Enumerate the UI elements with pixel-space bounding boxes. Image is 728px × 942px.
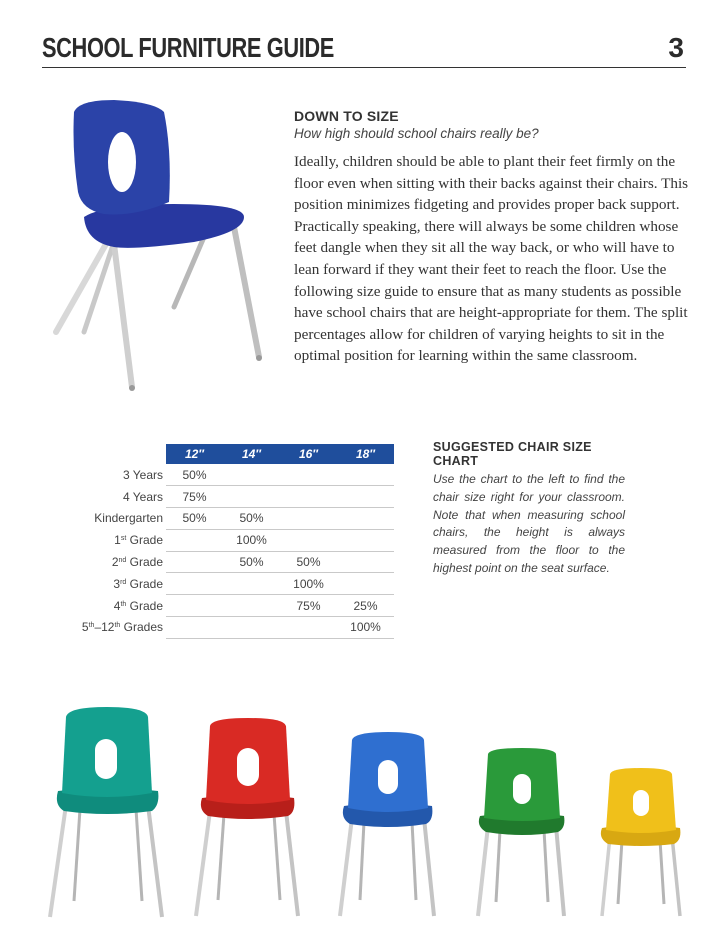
green-chair-image: [472, 746, 572, 922]
table-cell: [166, 595, 223, 617]
table-cell: 50%: [166, 508, 223, 530]
table-row: [80, 573, 394, 595]
table-corner: [80, 444, 166, 464]
page-number: 3: [668, 32, 684, 63]
table-cell: [166, 617, 223, 639]
table-cell: 50%: [280, 551, 337, 573]
row-label: 3 Years: [122, 467, 163, 482]
table-row: [80, 617, 394, 639]
column-header: 12″: [166, 444, 223, 464]
row-label: 5th–12th Grades: [81, 620, 163, 635]
table-row: [80, 529, 394, 551]
table-cell: [337, 464, 394, 486]
row-label: 1st Grade: [114, 533, 163, 548]
table-cell: [337, 529, 394, 551]
table-cell: [280, 464, 337, 486]
blue-chair-image: [334, 730, 442, 922]
table-cell: [280, 486, 337, 508]
column-header: 16″: [280, 444, 337, 464]
table-row: [80, 486, 394, 508]
table-cell: [223, 573, 280, 595]
table-cell: [223, 486, 280, 508]
table-cell: 25%: [337, 595, 394, 617]
table-header-row: [80, 444, 394, 464]
intro-section: [294, 108, 694, 367]
row-label: 4 Years: [122, 489, 163, 504]
hero-chair-image: [44, 92, 274, 402]
column-header: 18″: [337, 444, 394, 464]
table-cell: 50%: [223, 508, 280, 530]
table-cell: [280, 508, 337, 530]
table-row: [80, 551, 394, 573]
row-label: 2nd Grade: [111, 555, 163, 570]
table-cell: [337, 486, 394, 508]
table-cell: [223, 464, 280, 486]
table-cell: 75%: [280, 595, 337, 617]
table-row: [80, 508, 394, 530]
row-label: Kindergarten: [94, 511, 163, 526]
table-cell: [223, 595, 280, 617]
chart-note: [433, 440, 625, 578]
table-cell: [166, 529, 223, 551]
table-cell: [280, 617, 337, 639]
intro-body: Ideally, children should be able to plant their feet firmly on the floor even when sitting with their backs against their chairs. This position minimizes fidgeting and provides proper back support. Practically speaking, there will always be some children whose feet dangle when they sit all the way back, or who will have to lean forward if they want their feet to reach the floor. Use the following size guide to ensure that as many students as possible have school chairs that are height-appropriate for them. The split percentages allow for children of varying heights to sit in the optimal position for learning within the same classroom.: [294, 153, 689, 365]
yellow-chair-image: [596, 766, 686, 922]
row-label: 3rd Grade: [113, 576, 163, 591]
table-cell: 50%: [223, 551, 280, 573]
table-row: [80, 595, 394, 617]
table-cell: 75%: [166, 486, 223, 508]
red-chair-image: [190, 716, 306, 922]
table-cell: [337, 573, 394, 595]
intro-subheading: How high should school chairs really be?: [294, 126, 539, 141]
table-cell: [166, 551, 223, 573]
table-cell: [280, 529, 337, 551]
table-cell: [337, 508, 394, 530]
table-cell: [166, 573, 223, 595]
chair-size-table: [80, 444, 394, 639]
table-row: [80, 464, 394, 486]
table-cell: 100%: [280, 573, 337, 595]
table-cell: [223, 617, 280, 639]
chart-note-body: Use the chart to the left to find the chair size right for your classroom. Note that when measuring school chairs, the height is always measured from the floor to the highest point on the seat surface.: [433, 472, 625, 575]
table-cell: [337, 551, 394, 573]
chart-note-title: SUGGESTED CHAIR SIZE CHART: [433, 440, 592, 468]
table-cell: 100%: [223, 529, 280, 551]
table-cell: 50%: [166, 464, 223, 486]
guide-title: SCHOOL FURNITURE GUIDE: [42, 32, 334, 63]
teal-chair-image: [44, 705, 170, 923]
row-label: 4th Grade: [113, 598, 163, 613]
intro-heading: DOWN TO SIZE: [294, 108, 399, 124]
page-header: [42, 28, 686, 68]
table-cell: 100%: [337, 617, 394, 639]
column-header: 14″: [223, 444, 280, 464]
